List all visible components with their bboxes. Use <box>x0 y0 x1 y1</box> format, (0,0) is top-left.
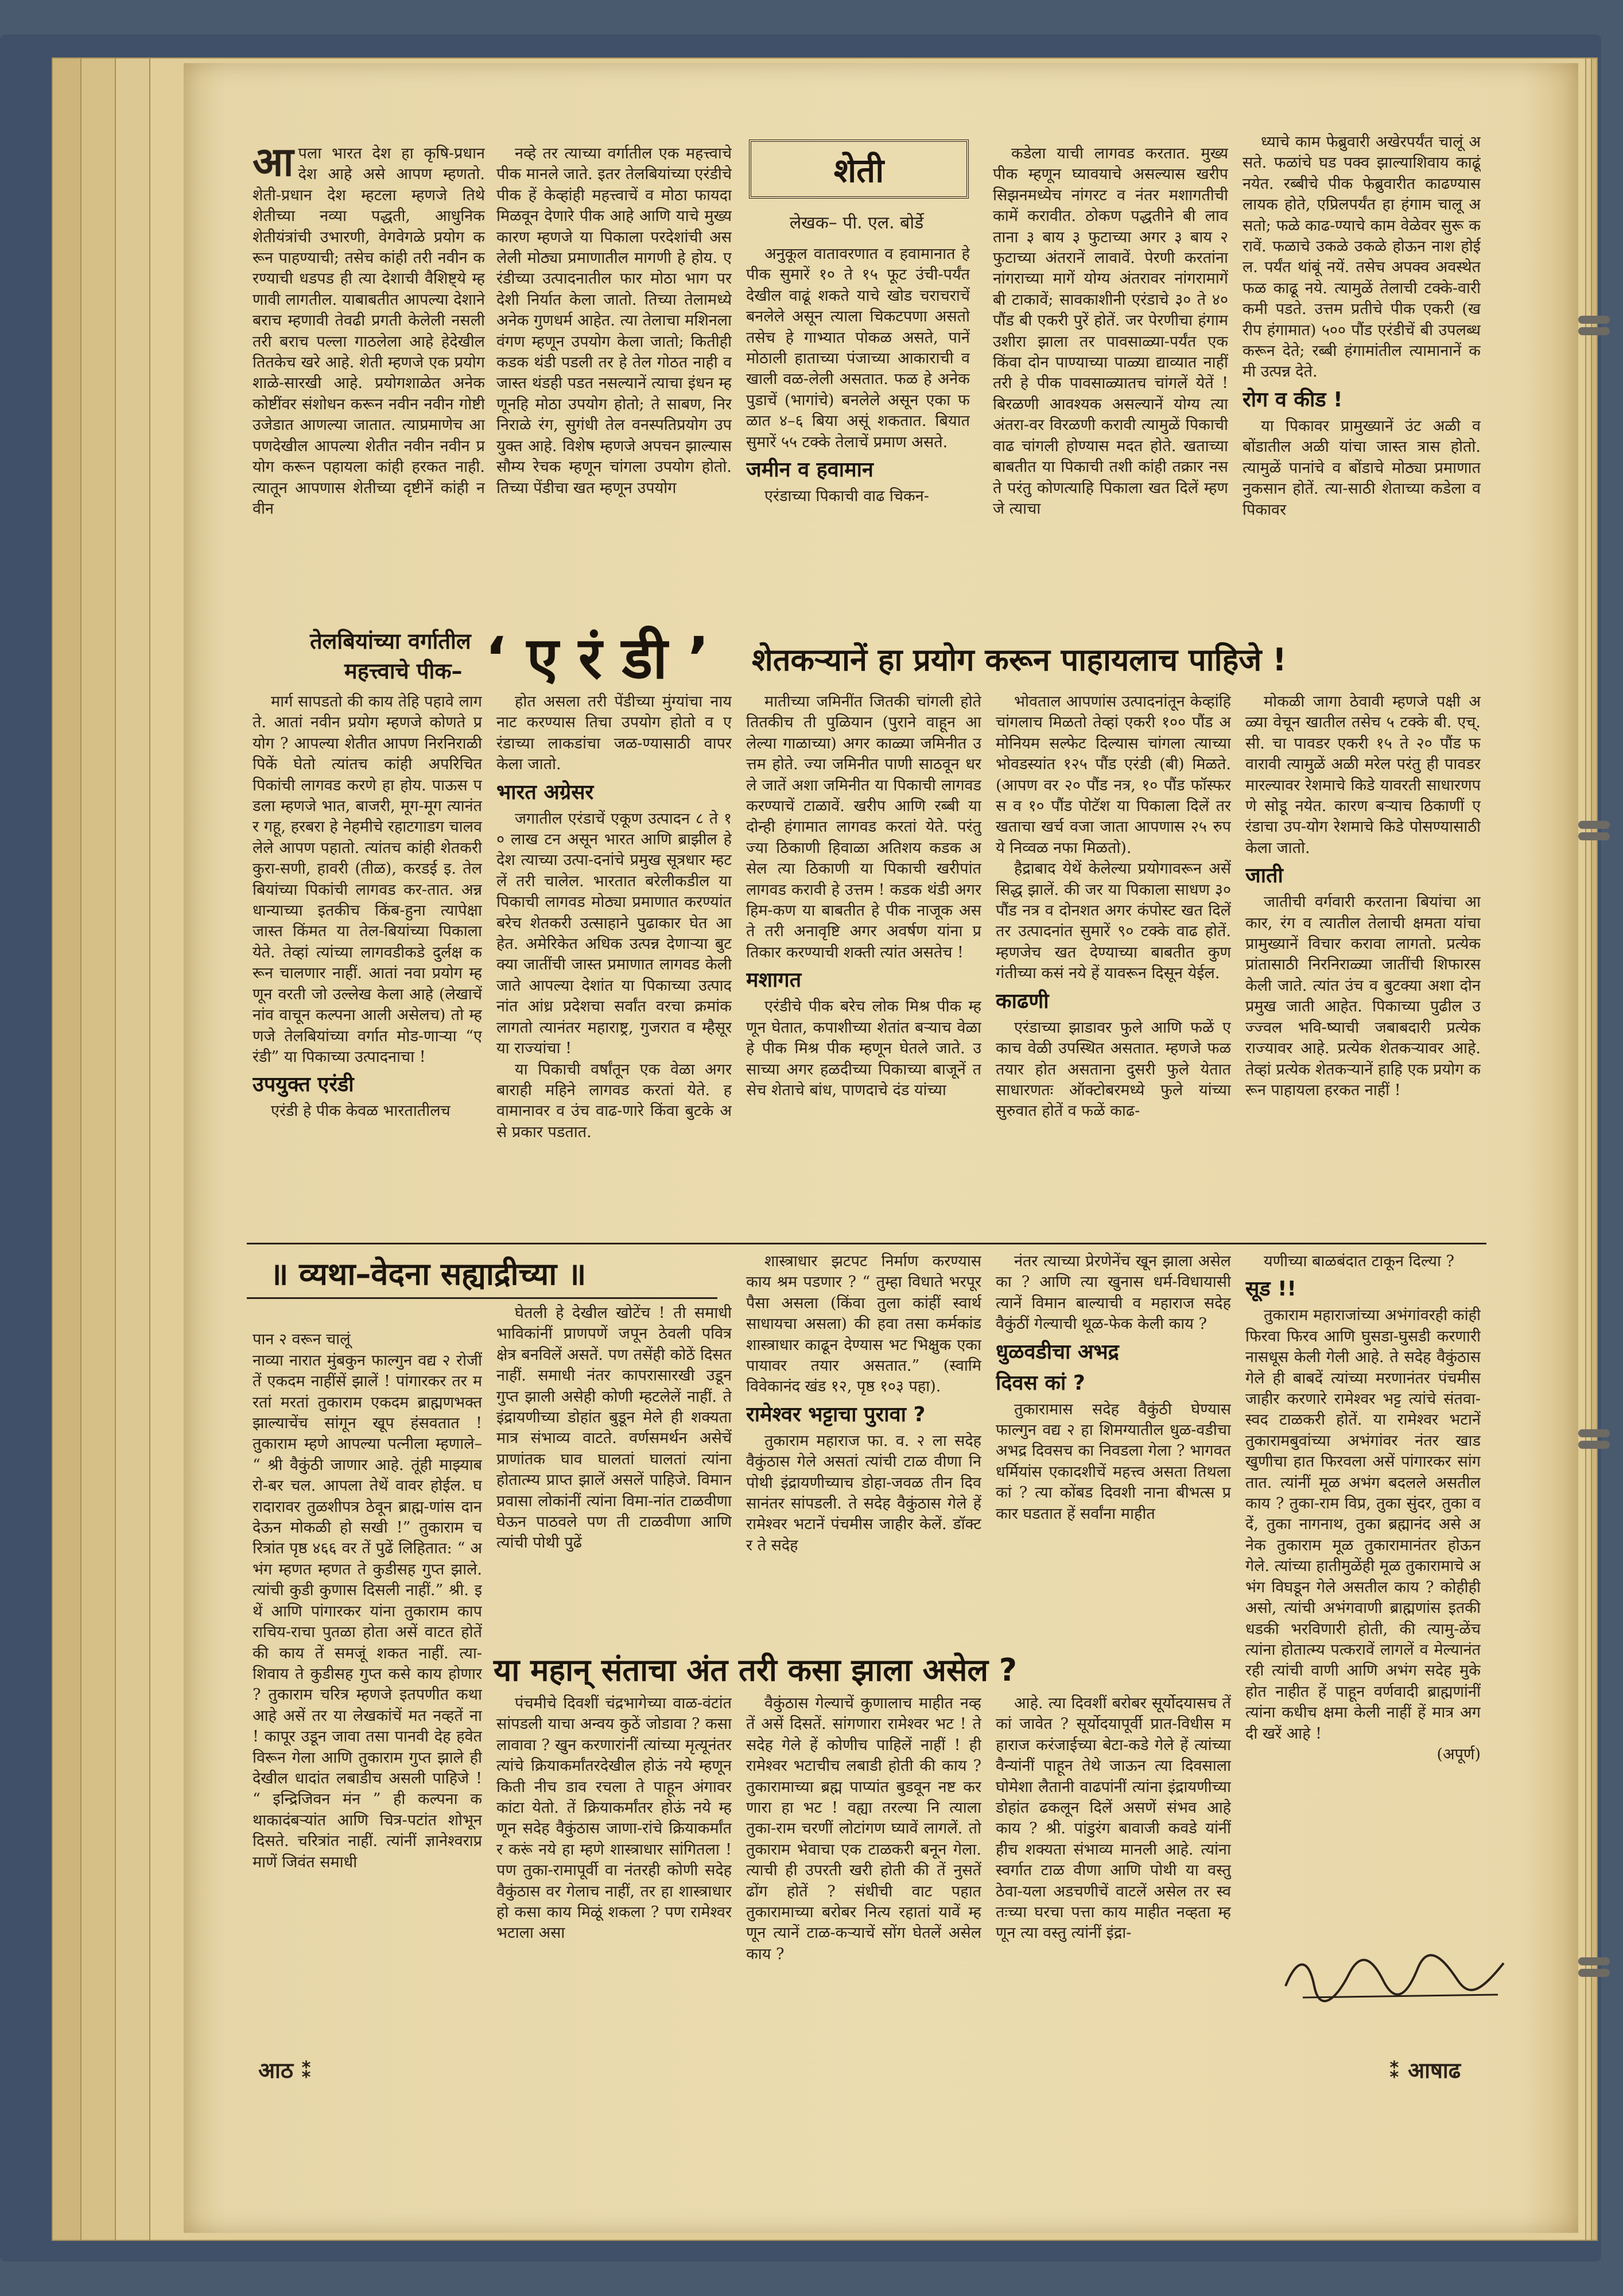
binding-ring <box>1578 1957 1610 1965</box>
article1-lower-column-3 <box>746 692 981 1237</box>
column-text: तुकाराम महाराज फा. व. २ ला सदेह वैकुंठास गेले असतां त्यांची टाळ वीणा नि पोथी इंद्रायणीच्याच डोहा-जवळ तीन दिवसानंतर सांपडली. ते सदेह वैकुंठास गेले हें रामेश्वर भटानें पंचमीस जाहीर केलें. डॉक्टर ते सदेह <box>746 1432 981 1554</box>
column-text: मोकळी जागा ठेवावी म्हणजे पक्षी अळ्या वेचून खातील तसेच ५ टक्के बी. एच्.सी. चा पावडर एकरी १५ ते २० पौंड फवारावी त्यामुळें अळी मरेल परंतु ही पावडर मारल्यावर रेशमाचे किडे यावरती साधारणपणे सोडू नयेत. कारण बऱ्याच ठिकाणीं एरंडाचा उप-योग रेशमाचे किडे पोसण्यासाठी केला जातो. <box>1245 693 1481 857</box>
column-text: कडेला याची लागवड करतात. मुख्य पीक म्हणून घ्यावयाचे असल्यास खरीप सिझनमध्येच नांगरट व नंतर मशागतीची कामें करावीत. ठोकण पद्धतीने बी लावताना ३ बाय ३ फुटाच्या अगर ३ बाय २ फुटाच्या अंतरानें लावावें. पेरणी करतांना नांगराच्या मागें योग्य अंतरावर नांगरामागें बी टाकावें; सावकाशीनी एरंडाचे ३० ते ४० पौंड बी एकरी पुरें होतें. जर पेरणीचा हंगाम उशीरा झाला तर पावसाळ्या-पर्यंत एक किंवा दोन पाण्याच्या पाळ्या द्याव्यात नाहीं तरी हे पीक पावसाळ्यातच चांगलें येतें ! बिरळणी आवश्यक असल्यानें योग्य त्या अंतरा-वर विरळणी करावी त्यामुळें पिकाची वाढ चांगली होण्यास मदत होते. खताच्या बाबतीत या पिकाची तशी कांही तक्रार नसते परंतु कोणत्याहि पिकाला खत दिलें म्हणजे त्याचा <box>993 145 1228 518</box>
article2-column-5 <box>1245 1251 1481 1929</box>
article1-lower-column-5 <box>1245 692 1481 1237</box>
subheading: उपयुक्त एरंडी <box>253 1073 354 1097</box>
article2-headline: ॥ व्यथा–वेदना सह्याद्रीच्या ॥ <box>270 1256 587 1292</box>
subheading: जाती <box>1245 864 1283 888</box>
author-signature <box>1280 1946 1509 2015</box>
article2-lower-column-2 <box>496 1693 732 2032</box>
column-text: जातीची वर्गवारी करताना बियांचा आकार, रंग व त्यातील तेलाची क्षमता यांचा प्रामुख्यानें विचार करावा लागतो. प्रत्येक प्रांतासाठी निरनिराळ्या जातींची शिफारस केली जाते. त्यांत उंच व बुटक्या अशा दोन प्रमुख जाती आहेत. पिकाच्या पुढील उज्ज्वल भवि-ष्याची जबाबदारी प्रत्येक राज्यावर आहे. प्रत्येक शेतकऱ्यावर आहे. तेव्हां प्रत्येक शेतकऱ्यानें हाहि एक प्रयोग करून पाहायला हरकत नाहीं ! <box>1245 893 1481 1099</box>
article2-column-2 <box>496 1303 732 1647</box>
footer-ornament-icon: ⁑ <box>1389 2058 1408 2083</box>
column-text: या पिकावर प्रामुख्यानें उंट अळी व बोंडातील अळी यांचा जास्त त्रास होतो. त्यामुळें पानांचे व बोंडाचे मोठ्या प्रमाणात नुकसान होतें. त्या-साठी शेताच्या कडेला व पिकावर <box>1243 417 1481 519</box>
headline-underline <box>247 1297 717 1299</box>
column-text: नव्हे तर त्याच्या वर्गातील एक महत्त्वाचे पीक मानले जाते. इतर तेलबियांच्या एरंडीचे पीक हें केव्हांही महत्त्वाचें व मोठा फायदा मिळवून देणारे पीक आहे आणि याचे मुख्य कारण म्हणजे या पिकाला परदेशांची असलेली मोठ्या प्रमाणातील मागणी हे होय. एरंडीच्या उत्पादनातील फार मोठा भाग परदेशी निर्यात केला जातो. तिच्या तेलामध्ये अनेक गुणधर्म आहेत. त्या तेलाचा मशिनला वंगण म्हणून उपयोग केला जातो; कितीही कडक थंडी पडली तर हे तेल गोठत नाही व जास्त थंडही पडत नसल्यानें त्याचा इंधन म्हणूनहि मोठा उपयोग होतो; ते साबण, निरनिराळे रंग, सुगंधी तेल वनस्पतिप्रयोग उपयुक्त आहे. विशेष म्हणजे अपचन झाल्यास सौम्य रेचक म्हणून चांगला उपयोग होतो. तिच्या पेंडीचा खत म्हणून उपयोग <box>496 145 732 497</box>
column-text: एरंडीचे पीक बरेच लोक मिश्र पीक म्हणून घेतात, कपाशीच्या शेतांत बऱ्याच वेळा हे पीक मिश्र पीक म्हणून घेतले जाते. उसाच्या अगर हळदीच्या पिकाच्या बाजूनें तसेच शेताचे बांध, पाणदाचे दंड यांच्या <box>746 998 981 1099</box>
column-text: एरंडाच्या झाडावर फुले आणि फळें एकाच वेळी उपस्थित असतात. म्हणजे फळ तयार होत असताना दुसरी फुले येतात साधारणतः ऑक्टोबरमध्ये फुले यांच्या सुरुवात होतें व फळें काढ- <box>996 1018 1231 1120</box>
binding-ring <box>1578 327 1610 335</box>
column-text: होत असला तरी पेंडीच्या मुंग्यांचा नायनाट करण्यास तिचा उपयोग होतो व एरंडाच्या लाकडांचा जळ-ण्यासाठी वापर केला जातो. <box>496 693 732 774</box>
article1-title-tail: शेतकऱ्यानें हा प्रयोग करून पाहायलाच पाहिजे ! <box>752 642 1287 678</box>
subheading: रामेश्वर भट्टाचा पुरावा ? <box>746 1402 926 1426</box>
binding-ring <box>1578 1969 1610 1977</box>
column-text: यणीच्या बाळबंदात टाकून दिल्या ? <box>1264 1252 1455 1270</box>
column-text: ध्याचे काम फेब्रुवारी अखेरपर्यंत चालूं असते. फळांचे घड पक्व झाल्याशिवाय काढूं नयेत. रब्बीचे पीक फेब्रुवारीत काढण्यास लायक होते, एप्रिलपर्यंत हा हंगाम चालू असतो; फळे काढ-ण्याचे काम वेळेवर सुरू करावें. फळाचे उकळे उकळे होऊन नाश होईल. पर्यंत थांबूं नयें. तसेच अपक्व अवस्थेत फळ काढू नये. त्यामुळें तेलाची टक्के-वारी कमी पडते. उत्तम प्रतीचे पीक एकरी (खरीप हंगामात) ५०० पौंड एरंडीचें बी उपलब्ध करून देते; रब्बी हंगामांतील त्यामानानें कमी उत्पन्न देते. <box>1243 133 1481 381</box>
article1-column-2 <box>496 144 732 626</box>
subheading: जमीन व हवामान <box>746 458 873 482</box>
byline: लेखक– पी. एल. बोर्डे <box>789 213 924 233</box>
column-text: भोवताल आपणांस उत्पादनांतून केव्हांहि चांगलाच मिळतो तेव्हां एकरी १०० पौंड अमोनियम सल्फेट दिल्यास चांगला त्याच्या भोवडस्यांत १२५ पौंड एरंडी (बी) मिळते. (आपण वर २० पौंड नत्र, १० पौंड फॉस्फरस व १० पौंड पोटॅश या पिकाला दिलें तर खताचा खर्च वजा जाता आपणास २५ रुपये निव्वळ नफा मिळतो). <box>996 693 1231 857</box>
column-text: वैकुंठास गेल्याचें कुणालाच माहीत नव्हतें असें दिसतें. सांगणारा रामेश्वर भट ! ते सदेह गेले हें कोणीच पाहिलें नाहीं ! ही रामेश्वर भटाचीच लबाडी होती की काय ? तुकारामाच्या ब्रह्म पाप्यांत बुडवून नष्ट करणारा हा भट ! वह्या तरल्या नि त्याला तुका-राम चरणीं लोटांगण घ्यावें लागलें. तो तुकाराम भेवाचा एक टाळकरी बनून गेला. त्याची ही उपरती खरी होती की तें नुसतें ढोंग होतें ? संधीची वाट पहात तुकारामाच्या बरोबर नित्य रहातां यावें म्हणून त्यानें टाळ-कऱ्याचें सोंग घेतलें असेल काय ? <box>746 1694 981 1963</box>
column-text: एरंडाच्या पिकाची वाढ चिकन- <box>764 487 929 506</box>
column-text: नंतर त्याच्या प्रेरणेनेंच खून झाला असेल का ? आणि त्या खुनास धर्म-विधायासी त्यानें विमान बाल्याची व महाराज सदेह वैकुंठीं गेल्याची थूळ-फेक केली काय ? <box>996 1252 1231 1333</box>
article1-column-5 <box>1243 132 1481 626</box>
article2-column-1 <box>253 1309 482 2026</box>
column-text: घेतली हे देखील खोटेंच ! ती समाधी भाविकांनीं प्राणपणें जपून ठेवली पवित्र क्षेत्र बनविलें असतें. पण तसेंही कोठें दिसत नाहीं. समाधी नंतर कापरासारखी उडून गुप्त झाली असेही कोणी म्हटलेलें नाहीं. ते इंद्रायणीच्या डोहांत बुडून मेले ही शक्यता मात्र संभाव्य वाटते. वर्णसमर्थन असेचें प्राणांतक घाव घालतां घालतां त्यांना होतात्म्य प्राप्त झालें असलें पाहिजे. विमानप्रवासा लोकांनीं त्यांना विमा-नांत टाळवीणा घेऊन पाठवले पण ती टाळवीणा आणि त्यांची पोथी पुढें <box>496 1304 732 1552</box>
column-text: या पिकाची वर्षांतून एक वेळा अगर बाराही महिने लागवड करतां येते. हवामानावर व उंच वाढ-णारे किंवा बुटके असे प्रकार पडतात. <box>496 1060 732 1141</box>
drop-cap: आ <box>253 144 294 185</box>
subheading: मशागत <box>746 968 802 992</box>
article2-lower-column-4 <box>996 1693 1231 2032</box>
subheading: धुळवडीचा अभद्र <box>996 1340 1119 1364</box>
column-text: तुकारामास सदेह वैकुंठी घेण्यास फाल्गुन वद्य २ हा शिमग्यातील धुळ-वडीचा अभद्र दिवसच का निवडला गेला ? भागवत धर्मियांस एकादशीचें महत्त्व असता तिथला कां ? त्या कोंबड दिवशी नाना बीभत्स प्रकार घडतात हें सर्वांना माहीत <box>996 1400 1231 1523</box>
column-text: जगातील एरंडाचें एकूण उत्पादन ८ ते १० लाख टन असून भारत आणि ब्राझील हे देश त्याच्या उत्पा-दनांचे प्रमुख सूत्रधार म्हटलें तरी चालेल. भारतात बरेलीकडील या पिकाची लागवड मोठ्या प्रमाणात करण्यांत बरेच शेतकरी उत्साहाने पुढाकार घेत आहेत. अमेरिकेत अधिक उत्पन्न देणाऱ्या बुटक्या जातींची जास्त प्रमाणात लागवड केली जाते आपल्या देशांत या पिकाच्या उत्पादनांत आंध्र प्रदेशचा सर्वांत वरचा क्रमांक लागतो त्यानंतर महाराष्ट्र, गुजरात व म्हैसूर या राज्यांचा ! <box>496 809 732 1058</box>
article1-column-1 <box>253 144 485 626</box>
column-text: हैद्राबाद येथें केलेल्या प्रयोगावरून असें सिद्ध झालें. की जर या पिकाला साधण ३० पौंड नत्र व दोनशत अगर कंपोस्ट खत दिलें तर उत्पादनांत सुमारें ९० टक्के वाढ होतें. म्हणजेच खत देण्याच्या बाबतीत कुणगंतीच्या कसं नये हें यावरून दिसून येईल. <box>996 860 1231 983</box>
section-divider <box>247 1243 1486 1244</box>
binding-ring <box>1578 832 1610 840</box>
article2-big-headline: या महान् संताचा अंत तरी कसा झाला असेल ? <box>494 1652 1018 1688</box>
binding-ring <box>1578 1429 1610 1437</box>
footer-left <box>258 2055 312 2085</box>
footer-right <box>1389 2055 1461 2085</box>
column-text: पान २ वरून चालूं नाव्या नारात मुंबकुन फाल्गुन वद्य २ रोजीं तें एकदम नाहींसें झालें ! पांगारकर तर मरतां मरतां तुकाराम एकदम ब्राह्मणभक्त झाल्याचेंच सांगून खूप हंसवतात ! तुकाराम म्हणे आपल्या पत्नीला म्हणाले– “ श्री वैकुंठी जाणार आहे. तूंही माझ्याबरो-बर चल. आपला तेथें वावर होईल. घरादारावर तुळशीपत्र ठेवून ब्राह्म-णांस दान देऊन मोकळी हो सखी !” तुकाराम चरित्रांत पृष्ठ ४६६ वर तें पुढें लिहितात: “ अभंग म्हणत म्हणत ते कुडीसह गुप्त झाले. त्यांची कुडी कुणास दिसली नाहीं.” श्री. इथें आणि पांगारकर यांना तुकाराम कापराचिय-राचा पुतळा होता असें वाटत होतें की काय तें समजूं शकत नाहीं. त्या-शिवाय ते कुडीसह गुप्त कसे काय होणार ? तुकाराम चरित्र म्हणजे इतपणीत कथा आहे असें तर या लेखकांचें मत नव्हतें ना ! कापूर उडून जावा तसा पानवी देह हवेत विरून गेला आणि तुकाराम गुप्त झाले ही देखील धादांत लबाडीच असली पाहिजे ! “ इन्द्रिजिवन मंन ” ही कल्पना कथाकादंबऱ्यांत आणि चित्र-पटांत शोभून दिसते. चरित्रांत नाहीं. त्यांनीं ज्ञानेश्वराप्रमाणें जिवंत समाधी <box>253 1331 482 1871</box>
column-text: तुकाराम महाराजांच्या अभंगांवरही कांही फिरवा फिरव आणि घुसडा-घुसडी करणारी नासधूस केली गेली आहे. ते सदेह वैकुंठास गेले ही बाबदें त्यांच्या मरणानंतर पंचमीस जाहीर करणारे रामेश्वर भट्ट त्यांचे संतवा-स्वद टाळकरी होतें. या रामेश्वर भटानें तुकारामबुवांच्या अभंगांवर नंतर खाडखुणीचा हात फिरवला असें पांगारकर सांगतात. त्यांनीं मूळ अभंग बदलले असतील काय ? तुका-राम विप्र, तुका सुंदर, तुका वदें, तुका नागनाथ, तुका ब्रह्मानंद असे अनेक तुकाराम मूळ तुकारामानंतर होऊन गेले. त्यांच्या हातीमुळेंही मूळ तुकारामाचे अभंग विघडून गेले असतील काय ? कोहीही असो, त्यांची अभंगवाणी ब्राह्मणांस इतकी धडकी भरविणारी होती, की त्यामु-ळेंच त्यांना होतात्म्य पत्करावें लागलें व मेल्यानंतरही त्यांची वाणी आणि अभंग सदेह मुके होत नाहीत हें पाहून वर्णवादी ब्राह्मणांनीं त्यांना कधीच क्षमा केली नाहीं हें मात्र अगदी खरें आहे ! <box>1245 1306 1481 1743</box>
subheading: रोग व कीड ! <box>1243 387 1343 412</box>
binding-ring <box>1578 1441 1610 1449</box>
article2-lower-column-3 <box>746 1693 981 2032</box>
kicker-line-2: महत्त्वाचे पीक– <box>344 658 463 684</box>
subheading: सूड !! <box>1245 1277 1296 1301</box>
subheading: दिवस कां ? <box>996 1371 1085 1395</box>
article1-title: ‘ ए रं डी ’ <box>485 625 709 692</box>
subheading: काढणी <box>996 989 1049 1013</box>
article1-column-4 <box>993 144 1228 626</box>
column-text: आहे. त्या दिवशीं बरोबर सूर्योदयासच तें कां जावेत ? सूर्योदयापूर्वी प्रात-विधीस महाराज करंजाईच्या बेटा-कडे गेले हें त्यांच्या वैन्यांनीं पाहून तेथे जाऊन त्या दिवसाला घोमेशा लैतानी वाढपांनीं त्यांना इंद्रायणीच्या डोहांत ढकलून दिलें असणें संभव आहे काय ? श्री. पांडुरंग बावाजी कवडे यांनीं हीच शक्यता संभाव्य मानली आहे. त्यांना स्वर्गात टाळ वीणा आणि पोथी या वस्तु ठेवा-यला अडचणीचें वाटलें असेल तर स्वतःच्या घरचा पत्ता काय माहीत नव्हता म्हणून त्या वस्तु त्यांनीं इंद्रा- <box>996 1694 1231 1942</box>
binding-ring <box>1578 316 1610 324</box>
page-number: आठ <box>258 2058 293 2083</box>
article1-lower-column-1 <box>253 692 482 1237</box>
section-title: शेती <box>749 139 969 199</box>
binding-rings <box>1578 86 1613 2210</box>
article2-column-3 <box>746 1251 981 1647</box>
column-text: अनुकूल वातावरणात व हवामानात हे पीक सुमारें १० ते १५ फूट उंची-पर्यंत देखील वाढूं शकते याचे खोड चराचराचें बनलेले असून त्याला चिकटपणा असतो तसेच हे गाभ्यात पोकळ असते, पानें मोठाली हाताच्या पंजाच्या आकाराची व खाली वळ-लेली असतात. फळ हे अनेक पुडाचें (भागांचे) बनलेले असून एका फळात ४–६ बिया असूं शकतात. बियात सुमारें ५५ टक्के तेलाचें प्रमाण असते. <box>746 245 970 451</box>
column-text: मार्ग सापडतो की काय तेहि पहावे लागते. आतां नवीन प्रयोग म्हणजे कोणते प्रयोग ? आपल्या शेतीत आपण निरनिराळी पिकें घेतो त्यांतच कांही अपरिचित पिकांची लागवड करणे हा होय. पाऊस पडला म्हणजे भात, बाजरी, मूग-मूग त्यानंतर गहू, हरबरा हे नेहमीचे रहाटगाडग चालवलेले आपण पहातो. त्यांतच कांही शेतकरी कुरा-सणी, हावरी (तीळ), करडई इ. तेलबियांच्या पिकांची लागवड कर-तात. अन्नधान्याच्या इतकीच किंब-हुना त्यापेक्षा जास्त किंमत या तेल-बियांच्या पिकाला येते. तेव्हां त्यांच्या लागवडीकडे दुर्लक्ष करून चालणार नाहीं. आतां नवा प्रयोग म्हणून वरती जो उल्लेख केला आहे (लेखाचें नांव वाचून कल्पना आली असेलच) तो म्हणजे तेलबियांच्या वर्गात मोड-णाऱ्या “एरंडी” या पिकाच्या उत्पादनाचा ! <box>253 693 482 1066</box>
column-text: पला भारत देश हा कृषि-प्रधान देश आहे असे आपण म्हणतो. शेती-प्रधान देश म्हटला म्हणजे तिथे शेतीच्या नव्या पद्धती, आधुनिक शेतीयंत्रांची उभारणी, वेगवेगळे प्रयोग करून पाहण्याची; तसेच कांही तरी नवीन करण्याची धडपड ही त्या देशाची वैशिष्ट्ये म्हणावी लागतील. याबाबतीत आपल्या देशाने बराच म्हणावी तेवढी प्रगती केलेली नसली तरी बराच पल्ला गाठलेला आहे हेदेखील तितकेच खरे आहे. शेती म्हणजे एक प्रयोगशाळे-सारखी आहे. प्रयोगशाळेत अनेक कोष्टींवर संशोधन करून नवीन नवीन गोष्टी उजेडात आणल्या जातात. त्याप्रमाणेच आपणदेखील आपल्या शेतीत नवीन नवीन प्रयोग करून पहायला कांही हरकत नाही. त्यातून आपणास शेतीच्या दृष्टीनें कांही नवीन <box>253 145 485 518</box>
column-text: मातीच्या जमिनींत जितकी चांगली होते तितकीच ती पुळियान (पुराने वाहून आलेल्या गाळाच्या) अगर काळ्या जमिनीत उत्तम होते. ज्या जमिनीत पाणी साठवून धरले जातें अशा जमिनीत या पिकाची लागवड करण्याचें टाळावें. खरीप आणि रब्बी या दोन्ही हंगामात लागवड करतां येते. परंतु ज्या ठिकाणी हिवाळा अतिशय कडक असेल त्या ठिकाणी या पिकाची खरीपांत लागवड करावी हे उत्तम ! कडक थंडी अगर हिम-कण या बाबतीत हे पीक नाजूक असते तरी अनावृष्टि अगर अवर्षण यांना प्रतिकार करण्याची शक्ती त्यांत असतेच ! <box>746 693 981 961</box>
kicker-line-1: तेलबियांच्या वर्गातील <box>310 629 471 654</box>
issue-month: आषाढ <box>1408 2058 1461 2083</box>
column-text: एरंडी हे पीक केवळ भारतातीलच <box>271 1102 451 1120</box>
column-text: शास्त्राधार झटपट निर्माण करण्यास काय श्रम पडणार ? “ तुम्हा विधाते भरपूर पैसा असला (किंवा तुला कांहीं स्वार्थ साधायचा असला) की हवा तसा कर्मकांड शास्त्राधार काढून देण्यास भट भिक्षुक एका पायावर तयार असतात.” (स्वामि विवेकानंद खंड १२, पृष्ठ १०३ पहा). <box>746 1252 981 1396</box>
article1-lower-column-4 <box>996 692 1231 1237</box>
article2-column-4 <box>996 1251 1231 1647</box>
footer-ornament-icon: ⁑ <box>301 2058 313 2083</box>
article1-column-3 <box>746 244 970 626</box>
column-text: पंचमीचे दिवशीं चंद्रभागेच्या वाळ-वंटांत सांपडली याचा अन्वय कुठें जोडावा ? कसा लावावा ? खुन करणारांनीं त्यांच्या मृत्यूनंतर त्यांचे क्रियाकर्मांतरदेखील होऊं नये म्हणून किती नीच डाव रचला ते पाहून अंगावर कांटा येतो. तें क्रियाकर्मांतर होऊं नये म्हणून सदेह वैकुंठास जाणा-रांचे क्रियाकर्मांतर करूं नये हा म्हणे शास्त्राधार सांगितला ! पण तुका-रामापूर्वी वा नंतरही कोणी सदेह वैकुंठास वर गेलाच नाहीं, तर हा शास्त्राधार हो कसा काय मिळूं शकला ? पण रामेश्वरभटाला असा <box>496 1694 732 1942</box>
continued-note: (अपूर्ण) <box>1436 1745 1481 1763</box>
binding-ring <box>1578 821 1610 829</box>
subheading: भारत अग्रेसर <box>496 780 594 804</box>
article1-lower-column-2 <box>496 692 732 1237</box>
